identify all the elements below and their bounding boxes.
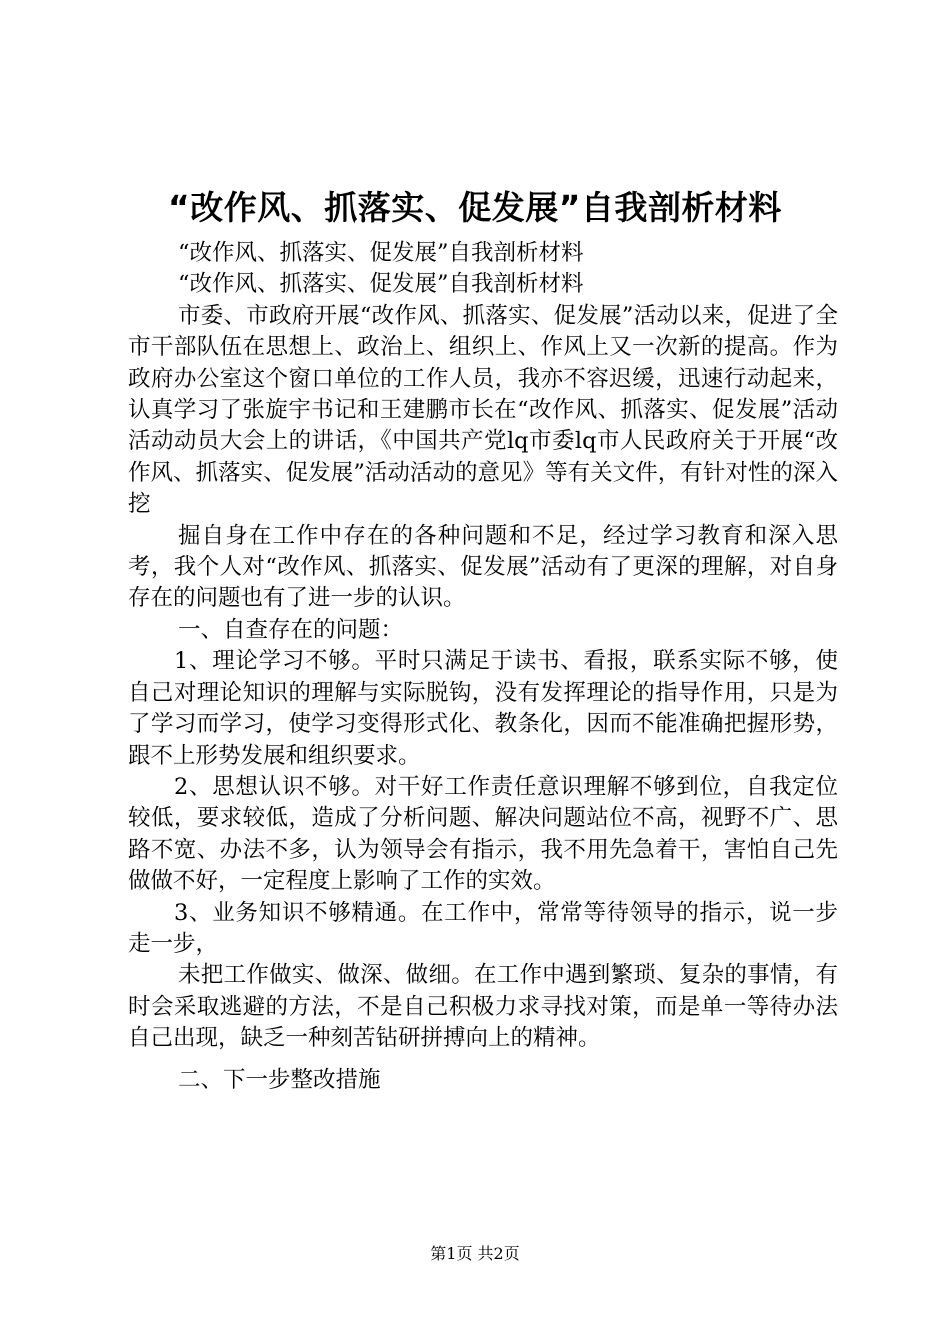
page-footer: 第1页 共2页 — [430, 1244, 520, 1263]
paragraph-item-3: 3、业务知识不够精通。在工作中，常常等待领导的指示，说一步走一步， — [128, 899, 838, 957]
section-heading-problems: 一、自查存在的问题： — [178, 616, 404, 643]
paragraph-item-3-continuation: 未把工作做实、做深、做细。在工作中遇到繁琐、复杂的事情，有时会采取逃避的方法，不是自己积极力求寻找对策，而是单一等待办法自己出现，缺乏一种刻苦钻研拼搏向上的精神。 — [128, 962, 838, 1052]
paragraph-continuation: 掘自身在工作中存在的各种问题和不足，经过学习教育和深入思考，我个人对“改作风、抓落实、促发展”活动有了更深的理解，对自身存在的问题也有了进一步的认识。 — [128, 522, 838, 612]
paragraph-intro: 市委、市政府开展“改作风、抓落实、促发展”活动以来，促进了全市干部队伍在思想上、政治上、组织上、作风上又一次新的提高。作为政府办公室这个窗口单位的工作人员，我亦不容迟缓，迅速行动起来，认真学习了张旋宇书记和王建鹏市长在“改作风、抓落实、促发展”活动活动动员大会上的讲话，《中国共产党lq市委lq市人民政府关于开展“改作风、抓落实、促发展”活动活动的意见》等有关文件，有针对性的深入挖 — [128, 302, 838, 518]
paragraph-item-2: 2、思想认识不够。对干好工作责任意识理解不够到位，自我定位较低，要求较低，造成了分析问题、解决问题站位不高，视野不广、思路不宽、办法不多，认为领导会有指示，我不用先急着干，害怕自己先做做不好，一定程度上影响了工作的实效。 — [128, 773, 838, 895]
subtitle: “改作风、抓落实、促发展”自我剖析材料 — [178, 240, 584, 266]
document-body — [128, 238, 838, 1096]
paragraph-item-1: 1、理论学习不够。平时只满足于读书、看报，联系实际不够，使自己对理论知识的理解与实际脱钩，没有发挥理论的指导作用，只是为了学习而学习，使学习变得形式化、教条化，因而不能准确把握形势，跟不上形势发展和组织要求。 — [128, 648, 838, 769]
section-heading-measures: 二、下一步整改措施 — [178, 1066, 381, 1093]
document-title: “改作风、抓落实、促发展”自我剖析材料 — [168, 188, 782, 227]
heading-repeat: “改作风、抓落实、促发展”自我剖析材料 — [178, 271, 584, 298]
